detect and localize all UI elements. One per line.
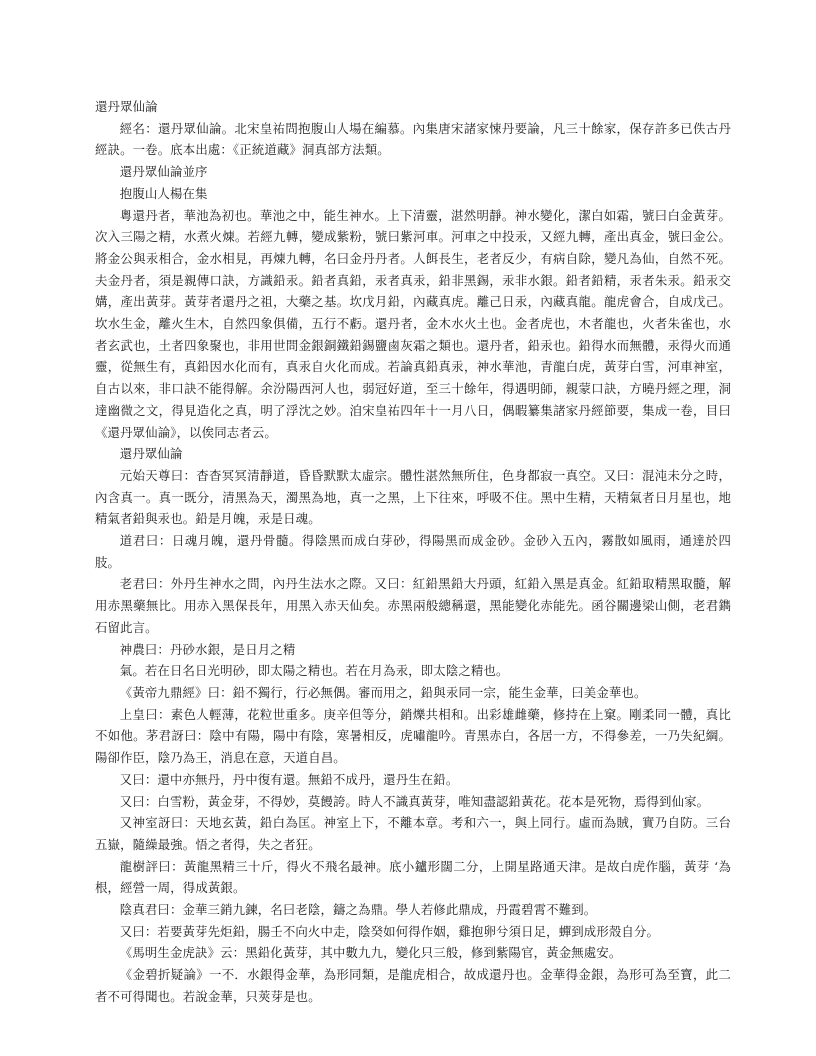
quote-shenshi: 又神室訝曰：天地玄黃，鉛白為匡。神室上下，不離本章。考和六一，與上同行。虛而為賊，實乃自防。三台五嶽，隨繰最強。悟之者得，失之者狂。 (95, 815, 731, 852)
quote-youyue-1: 又曰：還中亦無丹，丹中復有還。無鉛不成丹，還丹生在鉛。 (119, 771, 459, 787)
quote-shanghuang: 上皇曰：素色人輕薄，花粒世重多。庚辛但等分，銷爍共相和。出彩雄雌藥，修持在上窠。剛柔同一體，真比不如他。茅君訝曰：陰中有陽，陽中有陰，寒暑相反，虎嘯龍吟。青黑赤白，各居一方，不得參差，一乃失紀綱。陽卻作臣，陰乃為王，消息在意，天道自昌。 (95, 706, 731, 766)
quote-laojun: 老君曰：外丹生神水之問，內丹生法水之際。又曰：紅鉛黑鉛大丹頭，紅鉛入黑是真金。紅鉛取精黑取髓，解用赤黑藥無比。用赤入黑保長年，用黑入赤天仙矣。赤黑兩般總稱還，黑能變化赤能先。函谷關邊梁山側，老君鐫石留此言。 (95, 576, 731, 635)
quote-yinzhenjun: 陰真君曰：金華三銷九鍊，名曰老陰，鑄之為鼎。學人若修此鼎成，丹霞碧霄不難到。 (119, 902, 597, 918)
quote-jinbi-zheyi-lun: 《金碧折疑論》一不．水銀得金華，為形同類，是龍虎相合，故成還丹也。金華得金銀，為形可為至寶，此二者不可得聞也。若說金華，只莢芽是也。 (95, 967, 731, 1004)
quote-yuanshi-tianzun: 元始天尊曰：杳杳冥冥清靜道，昏昏默默太虛宗。體性湛然無所住，色身都寂一真空。又曰：混沌未分之時，內含真一。真一既分，清黑為天，濁黑為地，真一之黑，上下往來，呼吸不住。黑中生精，天精氣者日月星也，地精氣者鉛與汞也。鉛是月魄，汞是日魂。 (95, 467, 731, 527)
compiler-line: 抱腹山人楊在集 (119, 185, 208, 201)
colophon-paragraph: 經名：還丹眾仙論。北宋皇祐問抱腹山人場在編慕。內集唐宋諸家悚丹要論，凡三十餘家，保存許多已佚古丹經訣。一卷。底本出處：《正統道藏》洞真部方法類。 (95, 120, 731, 158)
document-body (95, 96, 731, 1008)
preface-heading: 還丹眾仙論並序 (119, 164, 208, 180)
quote-youyue-3: 又曰：若要黃芽先炬鉛，腸壬不向火中走，陰癸如何得作姻，雞抱卵兮須日足，蟬到成形殼自分。 (119, 923, 660, 939)
doc-title: 還丹眾仙論 (95, 99, 158, 114)
quote-longshu: 龍樹評曰：黃龍黑精三十斤，得火不飛名最神。底小鑪形闊二分，上開星路通天津。是故白虎作腦，黃芽 ‘為根，經營一周，得成黃銀。 (95, 858, 731, 896)
quote-shennong-line-1: 神農曰：丹砂水銀，是日月之精 (119, 641, 296, 657)
quote-maming-shengjin-hujue: 《馬明生金虎訣》云：黑鉛化黃芽，其中數九九，變化只三般，修到紫陽官，黃金無處安。 (119, 945, 622, 961)
preface-paragraph-1: 粵還丹者，華池為初也。華池之中，能生神水。上下清靈，湛然明靜。神水變化，潔白如霜，號曰白金黃芽。次入三陽之精，水煮火煉。若經九轉，變成紫粉，號曰紫河車。河車之中投汞，又經九轉，產出真金，號曰金公。將金公與汞相合，金水相見，再煉九轉，名曰金丹丹者。人餌長生，老者反少，有病自除，變凡為仙，自然不死。夫金丹者，須是親傳口訣，方識鉛汞。鉛者真鉛，汞者真汞，鉛非黑錫，汞非水銀。鉛者鉛精，汞者朱汞。鉛汞交媾，產出黃芽。黃芽者還丹之祖，大藥之基。坎戊月鉛，內藏真虎。離己日汞，內藏真龍。龍虎會合，自成戊己。坎水生金，離火生木，自然四象俱備，五行不虧。還丹者，金木水火土也。金者虎也，木者龍也，火者朱雀也，水者玄武也，土者四象聚也，非用世問金銀銅鐵鉛錫鹽鹵灰霜之類也。還丹者，鉛汞也。鉛得水而無體，汞得火而通靈，從無生有，真鉛因水化而有，真汞自火化而成。若論真鉛真汞，神水華池，青龍白虎，黃芽白雪，河車神室，自古以來，非口訣不能得解。余汾陽西河人也，弱冠好道，至三十餘年，得遇明師，親蒙口訣，方曉丹經之理，洞達幽微之文，得見造化之真，明了浮沈之妙。洎宋皇祐四年十一月八日，偶暇纂集諸家丹經節要，集成一卷，目曰《還丹眾仙論》，以俟同志者云。 (95, 207, 731, 440)
quote-daojun: 道君曰：日魂月魄，還丹骨髓。得陰黑而成白芽砂，得陽黑而成金砂。金砂入五內，霧散如風雨，通達於四肢。 (95, 533, 731, 570)
quote-youyue-2: 又曰：白雪粉，黃金芽，不得妙，莫饅誇。時人不識真黃芽，唯知盡認鉛黃花。花本是死物，焉得到仙家。 (119, 793, 710, 809)
section-heading: 還丹眾仙論 (119, 446, 183, 462)
quote-shennong-line-2: 氣。若在日名日光明砂，即太陽之精也。若在月為汞，即太陰之精也。 (119, 663, 509, 679)
quote-huangdi-jiuding-jing: 《黃帝九鼎經》曰：鉛不獨行，行必無偶。審而用之，鉛與汞同一宗，能生金華，曰美金華也。 (119, 684, 647, 700)
